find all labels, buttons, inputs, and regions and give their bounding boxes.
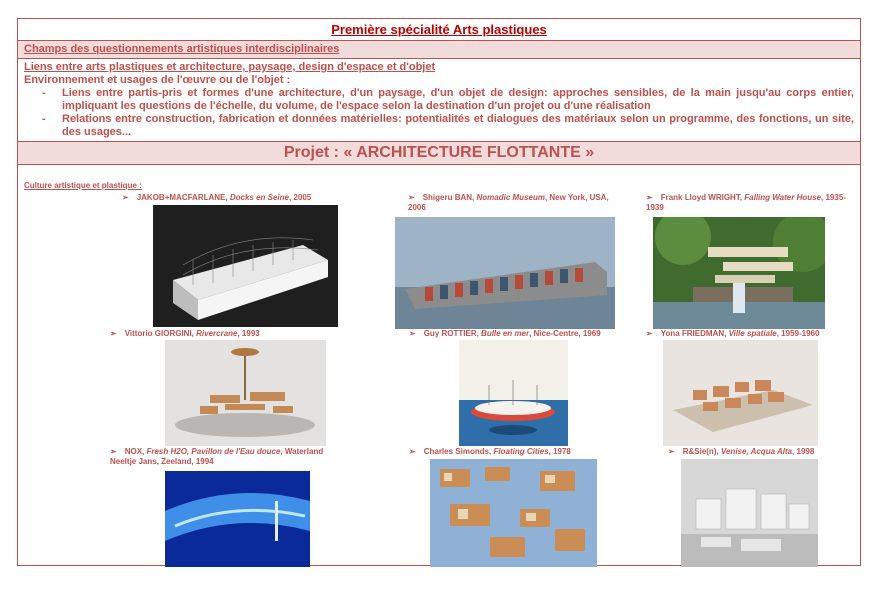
arrow-bullet-icon: ➢ [122,193,129,202]
fresh-h2o-image [165,471,310,567]
work-author: Frank Lloyd WRIGHT, [660,193,745,202]
bullet-dash: - [42,87,46,99]
work-details: , Waterland Neeltje Jans, Zeeland, 1994 [110,447,324,466]
work-author: NOX, [124,447,147,456]
work-author: JAKOB+MACFARLANE, [136,193,230,202]
arrow-bullet-icon: ➢ [646,193,653,202]
culture-label: Culture artistique et plastique : [24,181,142,190]
work-caption [110,447,345,467]
work-details: , 1993 [237,329,260,338]
work-title: Fresh H2O, Pavillon de l'Eau douce [146,447,281,456]
nomadic-museum-image [395,217,615,329]
work-details: , 1998 [792,447,815,456]
page-title: Première spécialité Arts plastiques [18,19,860,41]
work-author: Vittorio GIORGINI, [124,329,197,338]
arrow-bullet-icon: ➢ [409,329,416,338]
bulle-en-mer-image [459,340,568,446]
arrow-bullet-icon: ➢ [110,447,117,456]
env-title: Environnement et usages de l'œuvre ou de l'objet : [24,74,291,86]
work-title: Falling Water House [744,193,822,202]
arrow-bullet-icon: ➢ [110,329,117,338]
work-title: Venise, Acqua Alta [720,447,793,456]
work-author: Yona FRIEDMAN, [660,329,729,338]
work-title: Floating Cities [493,447,549,456]
work-title: Rivercrane [196,329,238,338]
work-title: Ville spatiale [728,329,777,338]
work-details: , 1935-1939 [646,193,846,212]
work-caption [646,193,851,213]
work-details: , 1959-1960 [776,329,820,338]
arrow-bullet-icon: ➢ [668,447,675,456]
work-author: R&Sie(n), [682,447,721,456]
projet-heading: Projet : « ARCHITECTURE FLOTTANTE » [18,142,860,165]
work-caption [408,193,618,213]
falling-water-image [653,217,825,329]
liens-section [18,59,860,142]
work-title: Docks en Seine [229,193,289,202]
work-author: Shigeru BAN, [422,193,477,202]
work-details: , 1978 [548,447,571,456]
arrow-bullet-icon: ➢ [646,329,653,338]
bullet-dash: - [42,113,46,125]
work-caption [668,447,858,457]
document-frame [17,18,861,566]
champs-heading: Champs des questionnements artistiques interdisciplinaires [18,41,860,59]
bullet-item [42,87,854,113]
work-author: Charles Simonds, [423,447,494,456]
bullet-item [42,113,854,139]
work-details: , New York, USA, 2006 [408,193,609,212]
work-title: Bulle en mer [481,329,530,338]
work-caption [409,447,629,457]
work-caption [409,329,629,339]
arrow-bullet-icon: ➢ [408,193,415,202]
bullet-text: Relations entre construction, fabrication et données matérielles: potentialités et dialogues des matériaux selon un programme, des fonctions, un site, des usages... [62,113,854,138]
rivercrane-image [165,340,326,446]
arrow-bullet-icon: ➢ [409,447,416,456]
work-details: , Nice-Centre, 1969 [529,329,601,338]
work-caption [122,193,342,203]
ville-spatiale-image [663,340,818,446]
acqua-alta-image [681,459,818,567]
floating-cities-image [430,459,597,567]
work-caption [646,329,856,339]
work-title: Nomadic Museum [476,193,545,202]
liens-title: Liens entre arts plastiques et architecture, paysage, design d'espace et d'objet [24,61,436,73]
docks-en-seine-image [153,205,338,327]
work-caption [110,329,330,339]
work-details: , 2005 [288,193,312,202]
bullet-text: Liens entre partis-pris et formes d'une architecture, d'un paysage, d'un objet de design: approches sensibles, de la main jusqu'au corps entier, impliquant les questions de l'échelle, du volume, de l'espace selon la destination d'un projet ou d'une réalisation [62,87,854,112]
work-author: Guy ROTTIER, [423,329,482,338]
